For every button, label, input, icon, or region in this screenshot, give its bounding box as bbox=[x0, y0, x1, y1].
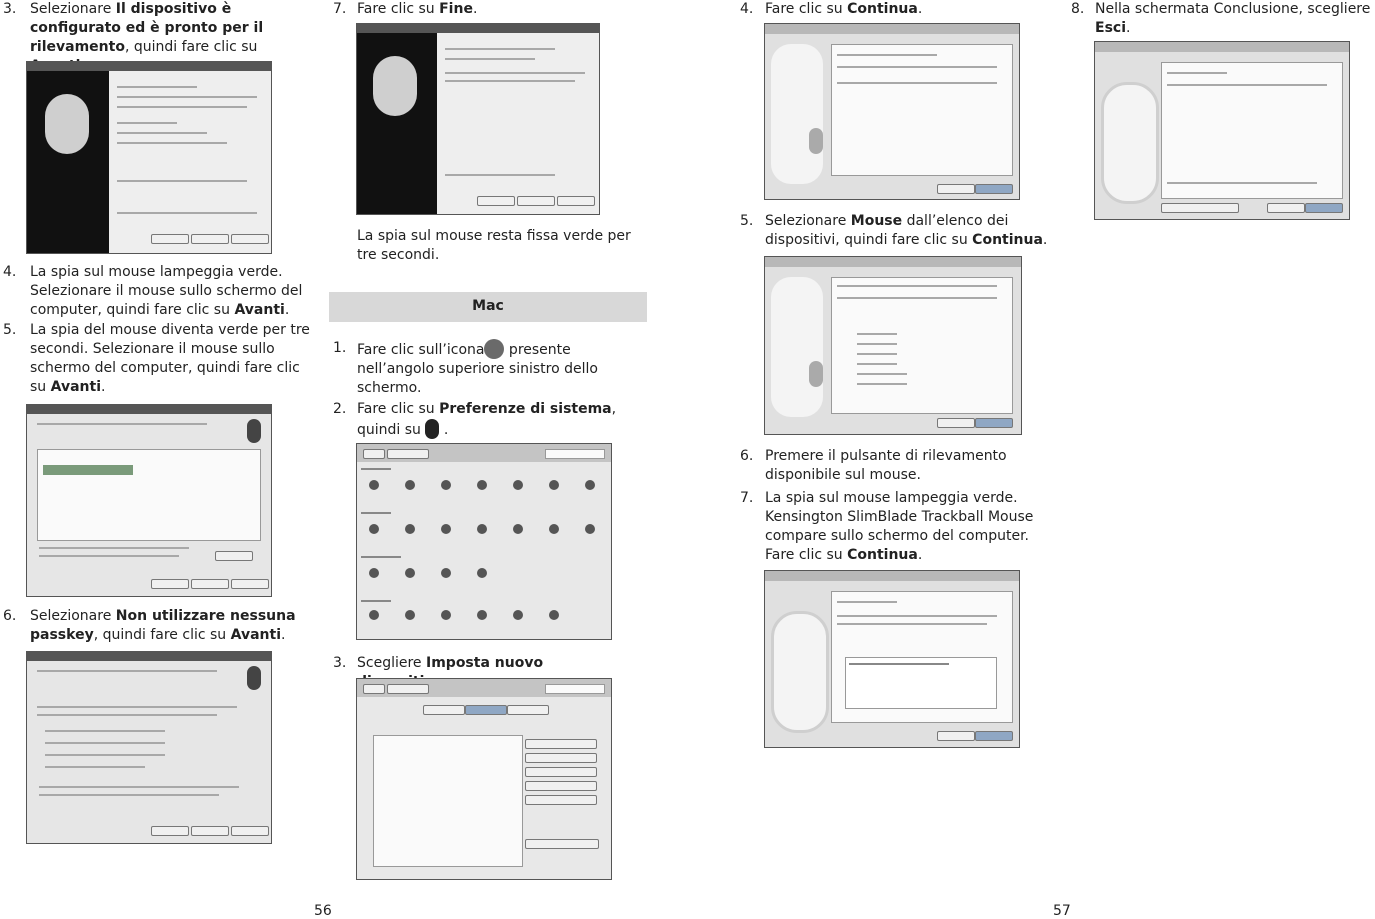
bluetooth-icon bbox=[809, 128, 823, 154]
page-number-right: 57 bbox=[1053, 903, 1071, 919]
screenshot-win-passkey bbox=[26, 651, 272, 844]
page-number-left: 56 bbox=[314, 903, 332, 919]
screenshot-win-select-device bbox=[26, 404, 272, 597]
screenshot-mac-bluetooth-prefs bbox=[356, 678, 612, 880]
section-header-mac: Mac bbox=[329, 292, 647, 322]
note-led-steady: La spia sul mouse resta fissa verde per tre secondi. bbox=[357, 228, 631, 263]
screenshot-win-finish bbox=[356, 23, 600, 215]
bluetooth-icon bbox=[247, 666, 261, 690]
screenshot-mac-assistant-intro bbox=[764, 23, 1020, 200]
screenshot-mac-conclusion bbox=[1094, 41, 1350, 220]
screenshot-win-wizard-start bbox=[26, 61, 272, 254]
bluetooth-icon bbox=[247, 419, 261, 443]
screenshot-mac-device-type bbox=[764, 256, 1022, 435]
bluetooth-icon bbox=[373, 56, 417, 116]
screenshot-mac-mouse-setup bbox=[764, 570, 1020, 748]
screenshot-mac-system-preferences bbox=[356, 443, 612, 640]
bluetooth-icon bbox=[809, 361, 823, 387]
bluetooth-icon bbox=[45, 94, 89, 154]
apple-icon bbox=[484, 339, 504, 359]
bluetooth-icon bbox=[425, 419, 439, 439]
